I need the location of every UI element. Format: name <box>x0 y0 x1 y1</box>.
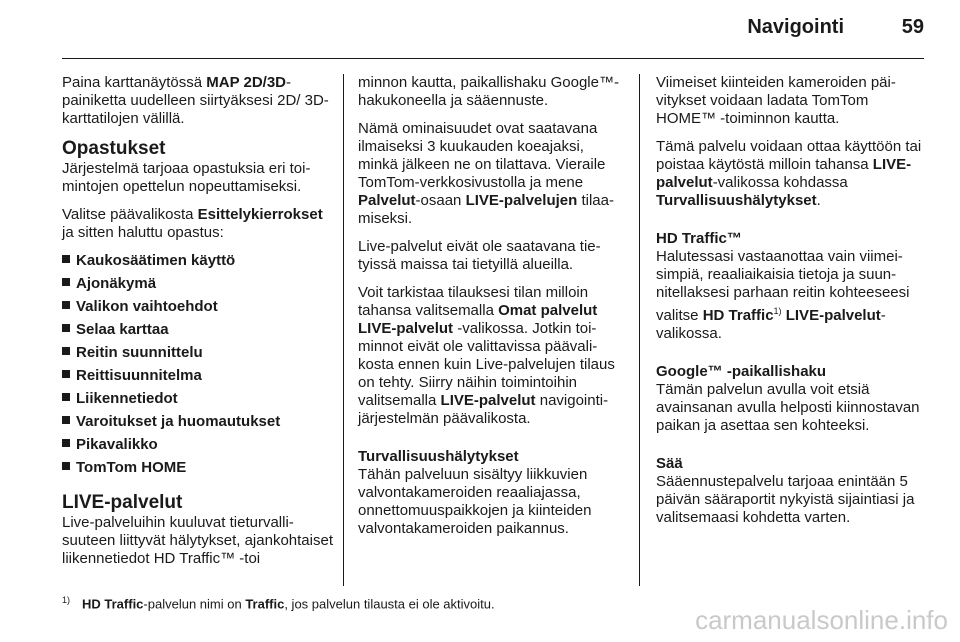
bullet-icon <box>62 324 70 332</box>
header-rule <box>62 58 924 59</box>
bullet-icon <box>62 416 70 424</box>
list-item: Pikavalikko <box>62 436 334 454</box>
bullet-icon <box>62 301 70 309</box>
footnote: $^{1)}$ HD Traffic-palvelun nimi on Traffic, jos palvelun tilausta ei ole aktivoitu. <box>62 595 495 612</box>
paragraph-google-search: Tämän palvelun avulla voit etsiä avainsanan avulla helposti kiinnostavan paikan ja asettaa sen kohteeksi. <box>656 381 920 434</box>
footnote-mark: 1) <box>62 595 71 605</box>
list-item: Valikon vaihtoehdot <box>62 298 334 316</box>
page-header <box>0 0 960 62</box>
heading-turvallisuushalytykset: Turvallisuushälytykset <box>358 448 519 465</box>
list-item: TomTom HOME <box>62 459 334 477</box>
tutorial-list <box>62 252 334 477</box>
bullet-icon <box>62 462 70 470</box>
watermark: carmanualsonline.info <box>695 605 948 635</box>
list-item: Kaukosäätimen käyttö <box>62 252 334 270</box>
bullet-icon <box>62 278 70 286</box>
column-divider-2 <box>639 74 640 586</box>
heading-live-palvelut: LIVE-palvelut <box>62 492 183 513</box>
column-3 <box>656 74 928 537</box>
paragraph-toggle-service: Tämä palvelu voidaan ottaa käyttöön tai poistaa käytöstä milloin tahansa LIVE-palvelut-valikossa kohdassa Turvallisuushälytykset. <box>656 138 922 209</box>
paragraph-availability: Live-palvelut eivät ole saatavana tietyissä maissa tai tietyillä alueilla. <box>358 238 601 273</box>
column-1 <box>62 74 334 578</box>
heading-google-search: Google™ -paikallishaku <box>656 363 827 380</box>
paragraph-subscription: Voit tarkistaa tilauksesi tilan milloin tahansa valitsemalla Omat palvelut LIVE-palvelut -valikossa. Jotkin toiminnot eivät ole valittavissa päävalikosta ennen kuin Live-palvelujen tilaus on tehty. Siirry näihin toimintoihin valitsemalla LIVE-palvelut navigointijärjestelmän päävalikosta. <box>358 284 615 427</box>
paragraph-opastukset: Järjestelmä tarjoaa opastuksia eri toimintojen opettelun nopeuttamiseksi. <box>62 160 311 195</box>
column-divider-1 <box>343 74 344 586</box>
list-item: Ajonäkymä <box>62 275 334 293</box>
bullet-icon <box>62 370 70 378</box>
bullet-icon <box>62 439 70 447</box>
paragraph-camera-updates: Viimeiset kiinteiden kameroiden päivitykset voidaan ladata TomTom HOME™ -toiminnon kautta. <box>656 74 896 127</box>
paragraph-live-cont: minnon kautta, paikallishaku Google™-hakukoneella ja sääennuste. <box>358 74 619 109</box>
heading-opastukset: Opastukset <box>62 138 166 159</box>
page-number: 59 <box>901 16 924 38</box>
list-item: Reitin suunnittelu <box>62 344 334 362</box>
column-2 <box>358 74 624 548</box>
bullet-icon <box>62 347 70 355</box>
paragraph-weather: Sääennustepalvelu tarjoaa enintään 5 päivän sääraportit nykyistä sijaintiasi ja valitsemaasi kohdetta varten. <box>656 473 915 526</box>
list-item: Liikennetiedot <box>62 390 334 408</box>
list-item: Varoitukset ja huomautukset <box>62 413 334 431</box>
section-title: Navigointi <box>747 16 844 38</box>
list-item: Reittisuunnitelma <box>62 367 334 385</box>
paragraph-map-toggle: Paina karttanäytössä MAP 2D/3D-painiketta uudelleen siirtyäksesi 2D/ 3D-karttatilojen välillä. <box>62 74 329 127</box>
paragraph-select-tutorial: Valitse päävalikosta Esittelykierrokset ja sitten haluttu opastus: <box>62 206 323 241</box>
paragraph-hd-traffic: Halutessasi vastaanottaa vain viimeisimpiä, reaaliaikaisia tietoja ja suunnitellaksesi parhaan reitin kohteeseesi valitse HD Traffic$^{1)}$ LIVE-palvelut-valikossa. <box>656 248 910 342</box>
list-item: Selaa karttaa <box>62 321 334 339</box>
paragraph-safety: Tähän palveluun sisältyy liikkuvien valvontakameroiden reaaliajassa, onnettomuuspaikkojen ja kiinteiden valvontakameroiden paikannus. <box>358 466 592 537</box>
heading-hd-traffic: HD Traffic™ <box>656 230 742 247</box>
footnote-ref: 1) <box>773 306 782 316</box>
bullet-icon <box>62 393 70 401</box>
paragraph-trial: Nämä ominaisuudet ovat saatavana ilmaiseksi 3 kuukauden koeajaksi, minkä jälkeen ne on tilattava. Vieraile TomTom-verkkosivustolla ja mene Palvelut-osaan LIVE-palvelujen tilaamiseksi. <box>358 120 614 227</box>
paragraph-live-intro: Live-palveluihin kuuluvat tieturvallisuuteen liittyvät hälytykset, ajankohtaiset liikennetiedot HD Traffic™ -toi <box>62 514 333 567</box>
heading-saa: Sää <box>656 455 683 472</box>
map-2d3d-label: MAP 2D/3D <box>206 74 287 91</box>
bullet-icon <box>62 255 70 263</box>
